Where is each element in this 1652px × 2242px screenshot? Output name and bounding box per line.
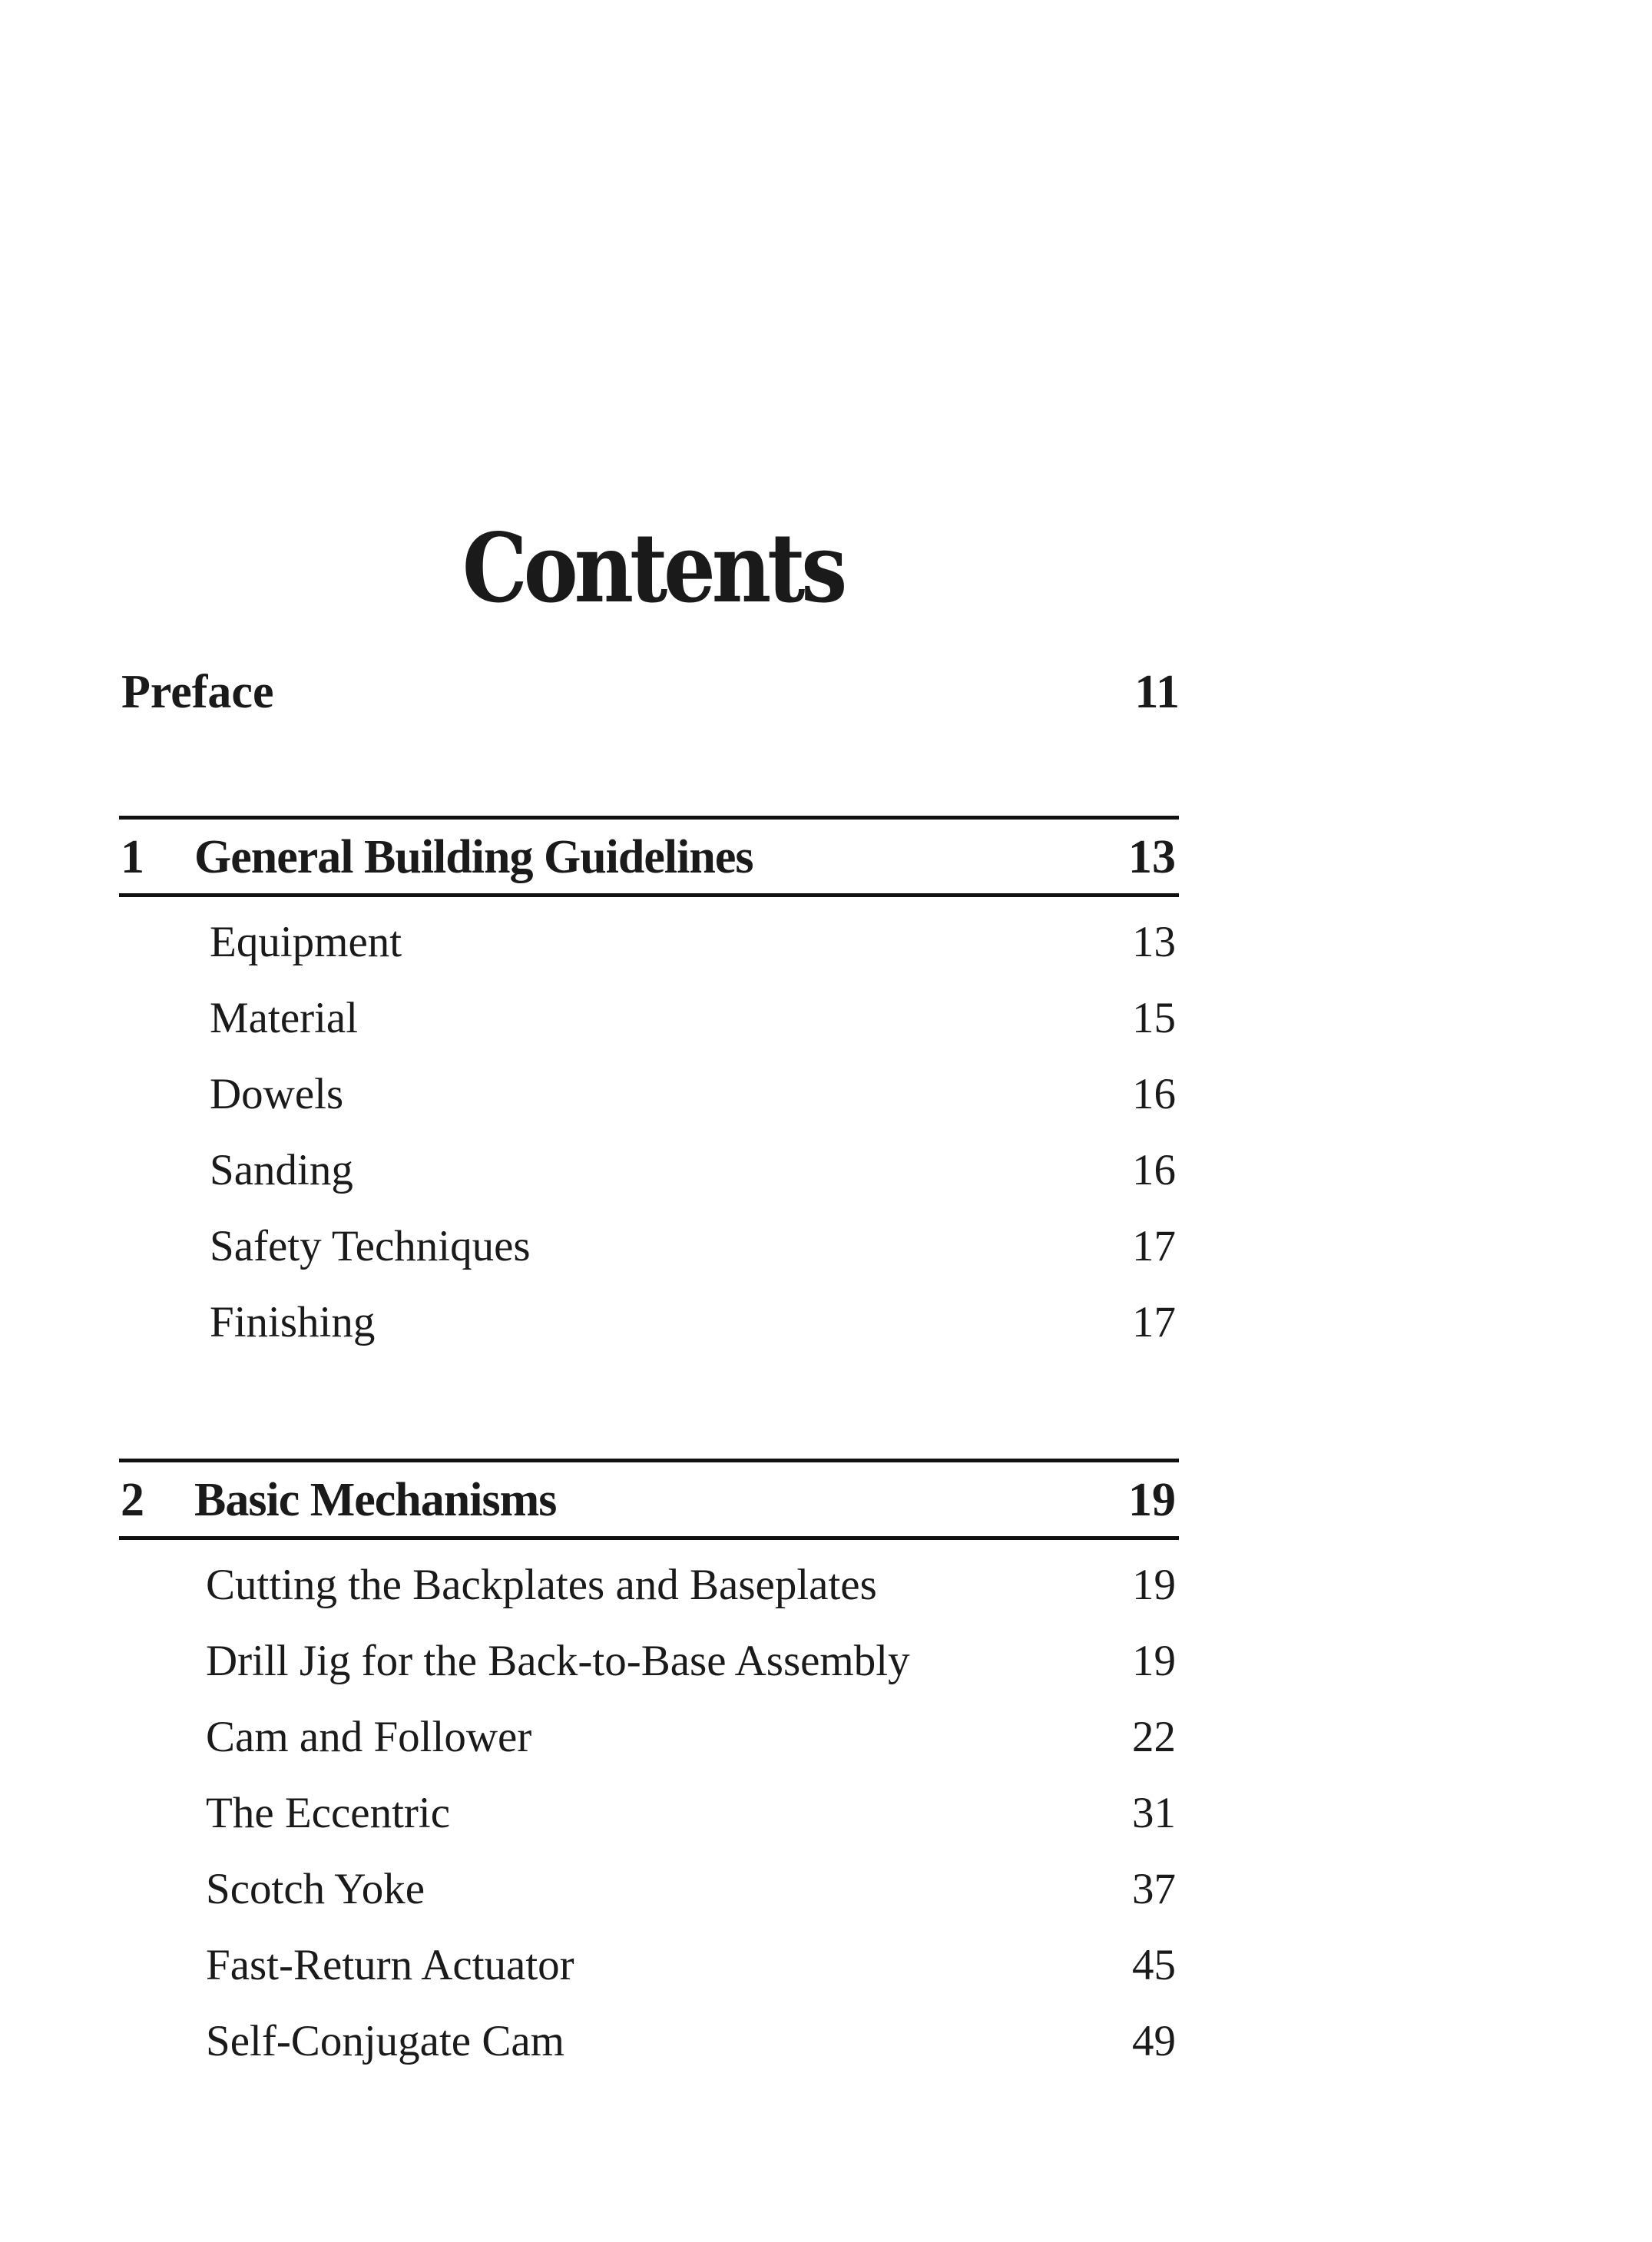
preface-title: Preface — [121, 666, 274, 718]
preface-page-number: 11 — [1134, 666, 1180, 718]
toc-entry — [119, 1277, 1179, 1353]
entry-title: Material — [210, 994, 359, 1042]
entry-title: Safety Techniques — [210, 1222, 531, 1270]
entry-page-number: 49 — [1132, 2017, 1176, 2065]
entry-page-number: 45 — [1132, 1941, 1176, 1989]
toc-entry — [119, 1996, 1179, 2072]
page-title: Contents — [462, 513, 844, 624]
entry-title: Cam and Follower — [206, 1713, 532, 1761]
chapter-page-number: 19 — [1128, 1474, 1176, 1526]
entry-title: Fast-Return Actuator — [206, 1941, 574, 1989]
toc-entry — [119, 1049, 1179, 1125]
toc-entry — [119, 1201, 1179, 1277]
chapter-entries — [119, 897, 1179, 1353]
entry-title: Scotch Yoke — [206, 1865, 425, 1913]
toc-entry-preface — [121, 665, 1180, 734]
chapter-2-section — [119, 1459, 1179, 2072]
chapter-title: General Building Guidelines — [194, 831, 753, 883]
entry-page-number: 31 — [1132, 1789, 1176, 1837]
toc-entry — [119, 1844, 1179, 1920]
chapter-1-section — [119, 816, 1179, 1353]
entry-page-number: 17 — [1132, 1298, 1176, 1346]
toc-entry — [119, 1768, 1179, 1844]
entry-page-number: 13 — [1132, 918, 1176, 966]
entry-title: Dowels — [210, 1070, 344, 1118]
entry-page-number: 22 — [1132, 1713, 1176, 1761]
entry-title: Equipment — [210, 918, 402, 966]
entry-page-number: 19 — [1132, 1561, 1176, 1609]
toc-entry — [119, 897, 1179, 973]
entry-page-number: 16 — [1132, 1070, 1176, 1118]
toc-entry — [119, 973, 1179, 1049]
entry-page-number: 17 — [1132, 1222, 1176, 1270]
chapter-number: 2 — [121, 1474, 144, 1526]
toc-entry — [119, 1692, 1179, 1768]
chapter-page-number: 13 — [1128, 831, 1176, 883]
chapter-heading — [119, 1459, 1179, 1540]
chapter-number: 1 — [121, 831, 144, 883]
entry-title: Self-Conjugate Cam — [206, 2017, 564, 2065]
chapter-entries — [119, 1540, 1179, 2072]
chapter-heading — [119, 816, 1179, 897]
entry-page-number: 19 — [1132, 1637, 1176, 1685]
toc-entry — [119, 1920, 1179, 1996]
entry-page-number: 37 — [1132, 1865, 1176, 1913]
toc-entry — [119, 1125, 1179, 1201]
entry-title: Drill Jig for the Back-to-Base Assembly — [206, 1637, 910, 1685]
entry-page-number: 15 — [1132, 994, 1176, 1042]
entry-title: Cutting the Backplates and Baseplates — [206, 1561, 877, 1609]
chapter-title: Basic Mechanisms — [194, 1474, 557, 1526]
entry-title: The Eccentric — [206, 1789, 451, 1837]
entry-page-number: 16 — [1132, 1146, 1176, 1194]
entry-title: Finishing — [210, 1298, 376, 1346]
toc-entry — [119, 1540, 1179, 1616]
toc-entry — [119, 1616, 1179, 1692]
entry-title: Sanding — [210, 1146, 353, 1194]
